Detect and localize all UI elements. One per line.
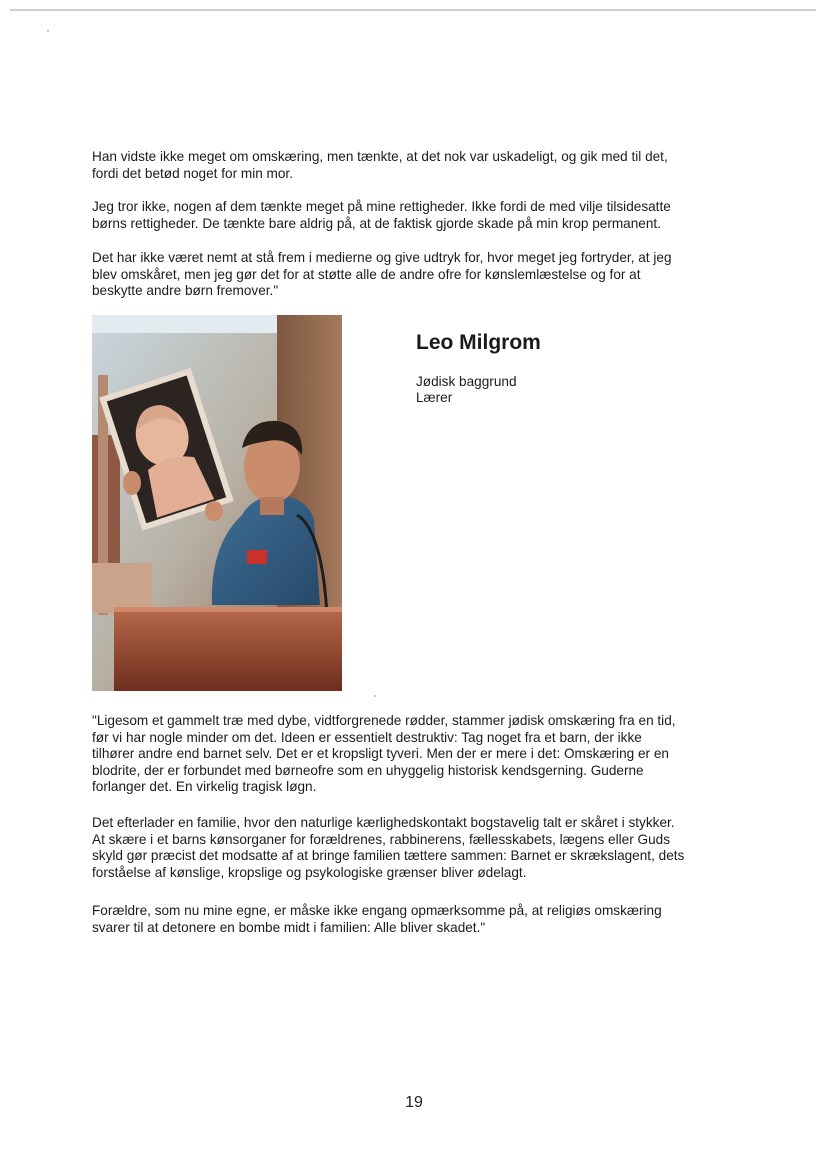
paragraph-bomb-metaphor: Forældre, som nu mine egne, er måske ikke engang opmærksomme på, at religiøs omskæring svarer til at detonere en bombe midt i familien: Alle bliver skadet.": [92, 903, 662, 935]
profile-occupation: Lærer: [416, 390, 453, 405]
page-number: 19: [405, 1094, 423, 1111]
scan-speck: [47, 30, 49, 32]
paragraph-media-statement: Det har ikke været nemt at stå frem i medierne og give udtryk for, hvor meget jeg fortryder, at jeg blev omskåret, men jeg gør det for at støtte alle de andre ofre for kønslemlæstelse og for at beskytte andre børn fremover.": [92, 250, 672, 299]
paragraph-old-tree-quote: "Ligesom et gammelt træ med dybe, vidtforgrenede rødder, stammer jødisk omskæring fra en tid, før vi har nogle minder om det. Ideen er essentielt destruktiv: Tag noget fra et barn, der ikke tilhører andre end barnet selv. Det er et kropsligt tyveri. Men der er mere i det: Omskæring er en blodrite, der er forbundet med børneofre som en uhyggelig historisk kendsgerning. Guderne forlanger det. En virkelig tragisk løgn.: [92, 713, 676, 795]
paragraph-family-effect: Det efterlader en familie, hvor den naturlige kærlighedskontakt bogstavelig talt er skåret i stykker. At skære i et barns kønsorganer for forældrenes, rabbinerens, fællesskabets, lægens eller Guds skyld gør præcist det modsatte af at bringe familien tættere sammen: Barnet er skrækslagent, dets forståelse af kønslige, kropslige og psykologiske grænser bliver ødelagt.: [92, 815, 685, 880]
paragraph-children-rights: Jeg tror ikke, nogen af dem tænkte meget på mine rettigheder. Ikke fordi de med vilje tilsidesatte børns rettigheder. De tænkte bare aldrig på, at de faktisk gjorde skade på min krop permanent.: [92, 199, 671, 231]
profile-background: Jødisk baggrund: [416, 374, 517, 389]
scan-speck: [374, 695, 376, 697]
profile-name: Leo Milgrom: [416, 331, 541, 354]
page-top-rule: [10, 9, 816, 11]
speaker-photo: [92, 315, 342, 691]
paragraph-mother-consent: Han vidste ikke meget om omskæring, men tænkte, at det nok var uskadeligt, og gik med til det, fordi det betød noget for min mor.: [92, 149, 668, 181]
